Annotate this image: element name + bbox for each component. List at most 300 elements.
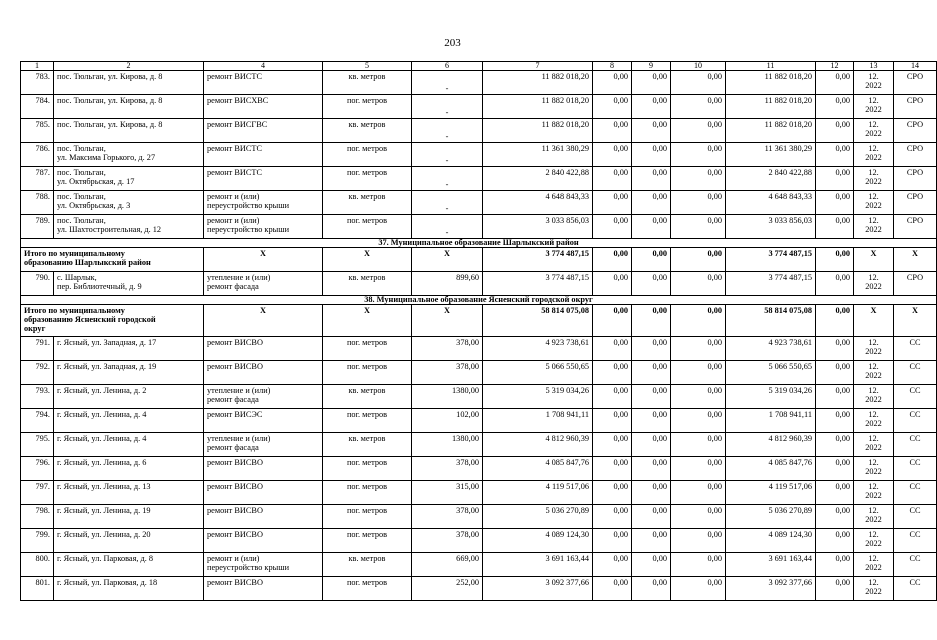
total-label-line: Итого по муниципальному (24, 306, 125, 315)
deadline-cell (854, 433, 894, 457)
address-cell (54, 553, 204, 577)
total-c10: 0,00 (671, 305, 726, 337)
header-cell: 6 (412, 62, 483, 71)
total-x5: Х (894, 305, 937, 337)
address-line2: ул. Октябрьская, д. 17 (57, 177, 135, 186)
col9-cell: 0,00 (632, 143, 671, 167)
method-cell: СС (894, 337, 937, 361)
section-header-row (21, 296, 937, 305)
col12-cell: 0,00 (816, 529, 854, 553)
header-cell: 9 (632, 62, 671, 71)
cost-cell: 2 840 422,88 (483, 167, 593, 191)
total-c8: 0,00 (593, 248, 632, 272)
quantity-cell: - (412, 167, 483, 191)
total-c11: 58 814 075,08 (726, 305, 816, 337)
work-type: ремонт ВИСВО (207, 458, 263, 467)
col8-cell: 0,00 (593, 337, 632, 361)
work-type: ремонт ВИСТС (207, 144, 263, 153)
deadline-year: 2022 (865, 539, 882, 548)
row-number: 791. (21, 337, 54, 361)
work-type-cell (204, 481, 323, 505)
deadline-year: 2022 (865, 587, 882, 596)
col10-cell: 0,00 (671, 143, 726, 167)
col11-cell: 3 691 163,44 (726, 553, 816, 577)
col12-cell: 0,00 (816, 191, 854, 215)
work-type-cell (204, 553, 323, 577)
table-row (21, 119, 937, 143)
col10-cell: 0,00 (671, 385, 726, 409)
deadline-year: 2022 (865, 105, 882, 114)
col9-cell: 0,00 (632, 385, 671, 409)
address-cell (54, 457, 204, 481)
quantity-cell: - (412, 119, 483, 143)
table-row (21, 409, 937, 433)
quantity-cell: 102,00 (412, 409, 483, 433)
table-row (21, 191, 937, 215)
work-type: ремонт и (или) (207, 554, 260, 563)
address: с. Шарлык, (57, 273, 97, 282)
deadline-year: 2022 (865, 491, 882, 500)
deadline-month: 12. (868, 458, 879, 467)
deadline-month: 12. (868, 362, 879, 371)
cost-cell: 3 092 377,66 (483, 577, 593, 601)
deadline-cell (854, 529, 894, 553)
work-type: ремонт ВИСХВС (207, 96, 269, 105)
col12-cell: 0,00 (816, 385, 854, 409)
col12-cell: 0,00 (816, 457, 854, 481)
method-cell: СС (894, 481, 937, 505)
deadline-cell (854, 143, 894, 167)
total-cost: 58 814 075,08 (483, 305, 593, 337)
section-title: 38. Муниципальное образование Ясненский городской округ (21, 296, 937, 305)
col10-cell: 0,00 (671, 337, 726, 361)
row-number: 786. (21, 143, 54, 167)
method-cell: СРО (894, 71, 937, 95)
col12-cell: 0,00 (816, 553, 854, 577)
cost-cell: 5 319 034,26 (483, 385, 593, 409)
unit-cell: кв. метров (323, 119, 412, 143)
col8-cell: 0,00 (593, 191, 632, 215)
col8-cell: 0,00 (593, 215, 632, 239)
deadline-cell (854, 71, 894, 95)
deadline-year: 2022 (865, 201, 882, 210)
col9-cell: 0,00 (632, 577, 671, 601)
table-row (21, 457, 937, 481)
deadline-cell (854, 553, 894, 577)
col9-cell: 0,00 (632, 361, 671, 385)
deadline-month: 12. (868, 120, 879, 129)
total-c10: 0,00 (671, 248, 726, 272)
table-row (21, 481, 937, 505)
col12-cell: 0,00 (816, 71, 854, 95)
total-c9: 0,00 (632, 305, 671, 337)
address: пос. Тюльган, (57, 216, 106, 225)
table-row (21, 385, 937, 409)
work-type: ремонт и (или) (207, 216, 260, 225)
work-type: ремонт ВИСВО (207, 530, 263, 539)
address-cell (54, 272, 204, 296)
method-cell: СРО (894, 95, 937, 119)
deadline-month: 12. (868, 482, 879, 491)
col9-cell: 0,00 (632, 553, 671, 577)
quantity-cell: 378,00 (412, 361, 483, 385)
deadline-cell (854, 191, 894, 215)
total-x3: Х (412, 248, 483, 272)
work-type-cell (204, 143, 323, 167)
col8-cell: 0,00 (593, 143, 632, 167)
method-cell: СС (894, 577, 937, 601)
address: г. Ясный, ул. Ленина, д. 2 (57, 386, 147, 395)
unit-cell: пог. метров (323, 409, 412, 433)
header-cell: 10 (671, 62, 726, 71)
deadline-year: 2022 (865, 419, 882, 428)
address: пос. Тюльган, (57, 192, 106, 201)
deadline-cell (854, 215, 894, 239)
total-label-line: образованию Шарлыкский район (24, 258, 151, 267)
deadline-year: 2022 (865, 371, 882, 380)
address-cell (54, 577, 204, 601)
col11-cell: 4 085 847,76 (726, 457, 816, 481)
method-cell: СС (894, 505, 937, 529)
address: г. Ясный, ул. Ленина, д. 19 (57, 506, 151, 515)
cost-cell: 4 119 517,06 (483, 481, 593, 505)
deadline-year: 2022 (865, 129, 882, 138)
table-row (21, 577, 937, 601)
row-number: 798. (21, 505, 54, 529)
quantity-cell: 378,00 (412, 337, 483, 361)
header-cell: 1 (21, 62, 54, 71)
col11-cell: 1 708 941,11 (726, 409, 816, 433)
method-cell: СРО (894, 143, 937, 167)
quantity-cell: 378,00 (412, 457, 483, 481)
work-type-cell (204, 337, 323, 361)
deadline-month: 12. (868, 72, 879, 81)
col10-cell: 0,00 (671, 272, 726, 296)
header-cell: 5 (323, 62, 412, 71)
deadline-cell (854, 505, 894, 529)
work-type-cell (204, 529, 323, 553)
unit-cell: кв. метров (323, 71, 412, 95)
header-cell: 8 (593, 62, 632, 71)
col10-cell: 0,00 (671, 167, 726, 191)
unit-cell: кв. метров (323, 553, 412, 577)
col11-cell: 11 882 018,20 (726, 95, 816, 119)
quantity-cell: - (412, 71, 483, 95)
deadline-month: 12. (868, 386, 879, 395)
address: г. Ясный, ул. Парковая, д. 8 (57, 554, 154, 563)
address: г. Ясный, ул. Западная, д. 17 (57, 338, 157, 347)
cost-cell: 5 066 550,65 (483, 361, 593, 385)
col12-cell: 0,00 (816, 337, 854, 361)
col9-cell: 0,00 (632, 529, 671, 553)
work-type-cell (204, 409, 323, 433)
col11-cell: 3 033 856,03 (726, 215, 816, 239)
quantity-cell: - (412, 191, 483, 215)
method-cell: СС (894, 433, 937, 457)
row-number: 797. (21, 481, 54, 505)
header-cell: 2 (54, 62, 204, 71)
method-cell: СРО (894, 167, 937, 191)
address-cell (54, 409, 204, 433)
col10-cell: 0,00 (671, 361, 726, 385)
col8-cell: 0,00 (593, 385, 632, 409)
table-row (21, 143, 937, 167)
section-header-row (21, 239, 937, 248)
header-cell: 11 (726, 62, 816, 71)
cost-cell: 5 036 270,89 (483, 505, 593, 529)
column-number-header (21, 62, 937, 71)
unit-cell: кв. метров (323, 191, 412, 215)
total-c11: 3 774 487,15 (726, 248, 816, 272)
work-type-cell (204, 119, 323, 143)
cost-cell: 4 089 124,30 (483, 529, 593, 553)
deadline-month: 12. (868, 434, 879, 443)
work-type-cell (204, 361, 323, 385)
row-number: 785. (21, 119, 54, 143)
address-cell (54, 529, 204, 553)
col11-cell: 4 119 517,06 (726, 481, 816, 505)
table-row (21, 95, 937, 119)
quantity-cell: - (412, 95, 483, 119)
col12-cell: 0,00 (816, 143, 854, 167)
work-type: ремонт ВИСВО (207, 338, 263, 347)
header-cell: 14 (894, 62, 937, 71)
col8-cell: 0,00 (593, 529, 632, 553)
col9-cell: 0,00 (632, 272, 671, 296)
total-x4: Х (854, 305, 894, 337)
col10-cell: 0,00 (671, 119, 726, 143)
quantity-cell: 1380,00 (412, 385, 483, 409)
col9-cell: 0,00 (632, 191, 671, 215)
address-cell (54, 143, 204, 167)
work-type-cell (204, 457, 323, 481)
header-cell: 7 (483, 62, 593, 71)
address-cell (54, 385, 204, 409)
header-cell: 4 (204, 62, 323, 71)
municipality-total-row (21, 248, 937, 272)
col10-cell: 0,00 (671, 505, 726, 529)
address-cell (54, 505, 204, 529)
col9-cell: 0,00 (632, 409, 671, 433)
table-row (21, 553, 937, 577)
work-type: ремонт ВИСВО (207, 482, 263, 491)
col8-cell: 0,00 (593, 71, 632, 95)
address: пос. Тюльган, ул. Кирова, д. 8 (57, 120, 163, 129)
col11-cell: 11 882 018,20 (726, 71, 816, 95)
method-cell: СРО (894, 119, 937, 143)
col11-cell: 11 361 380,29 (726, 143, 816, 167)
col8-cell: 0,00 (593, 119, 632, 143)
col11-cell: 3 774 487,15 (726, 272, 816, 296)
col8-cell: 0,00 (593, 577, 632, 601)
address: пос. Тюльган, (57, 144, 106, 153)
deadline-cell (854, 457, 894, 481)
work-type: ремонт ВИСЭС (207, 410, 263, 419)
deadline-cell (854, 481, 894, 505)
work-type-cell (204, 433, 323, 457)
work-type-line2: переустройство крыши (207, 225, 290, 234)
deadline-cell (854, 95, 894, 119)
deadline-year: 2022 (865, 443, 882, 452)
work-type-line2: переустройство крыши (207, 201, 290, 210)
col12-cell: 0,00 (816, 409, 854, 433)
total-label-line: образованию Ясненский городской (24, 315, 156, 324)
cost-cell: 3 691 163,44 (483, 553, 593, 577)
method-cell: СС (894, 529, 937, 553)
municipality-total-row (21, 305, 937, 337)
method-cell: СС (894, 409, 937, 433)
table-row (21, 272, 937, 296)
deadline-cell (854, 337, 894, 361)
work-type-cell (204, 215, 323, 239)
unit-cell: пог. метров (323, 167, 412, 191)
work-type: ремонт ВИСГВС (207, 120, 268, 129)
table-row (21, 361, 937, 385)
method-cell: СС (894, 361, 937, 385)
address-cell (54, 337, 204, 361)
col11-cell: 2 840 422,88 (726, 167, 816, 191)
deadline-year: 2022 (865, 515, 882, 524)
quantity-cell: 669,00 (412, 553, 483, 577)
work-type-line2: ремонт фасада (207, 395, 259, 404)
col12-cell: 0,00 (816, 215, 854, 239)
deadline-month: 12. (868, 144, 879, 153)
unit-cell: пог. метров (323, 481, 412, 505)
address-cell (54, 191, 204, 215)
unit-cell: пог. метров (323, 577, 412, 601)
row-number: 792. (21, 361, 54, 385)
header-cell: 13 (854, 62, 894, 71)
row-number: 801. (21, 577, 54, 601)
row-number: 790. (21, 272, 54, 296)
unit-cell: кв. метров (323, 433, 412, 457)
total-x5: Х (894, 248, 937, 272)
total-c8: 0,00 (593, 305, 632, 337)
unit-cell: пог. метров (323, 215, 412, 239)
row-number: 787. (21, 167, 54, 191)
deadline-cell (854, 577, 894, 601)
work-type: ремонт ВИСВО (207, 578, 263, 587)
col10-cell: 0,00 (671, 433, 726, 457)
deadline-year: 2022 (865, 225, 882, 234)
deadline-month: 12. (868, 554, 879, 563)
col8-cell: 0,00 (593, 167, 632, 191)
work-type: ремонт ВИСТС (207, 168, 263, 177)
address-line2: пер. Библиотечный, д. 9 (57, 282, 142, 291)
address: г. Ясный, ул. Парковая, д. 18 (57, 578, 158, 587)
work-type: ремонт ВИСВО (207, 362, 263, 371)
unit-cell: кв. метров (323, 385, 412, 409)
address-line2: ул. Максима Горького, д. 27 (57, 153, 156, 162)
deadline-year: 2022 (865, 81, 882, 90)
col12-cell: 0,00 (816, 167, 854, 191)
col10-cell: 0,00 (671, 577, 726, 601)
deadline-cell (854, 167, 894, 191)
unit-cell: пог. метров (323, 457, 412, 481)
work-type-cell (204, 505, 323, 529)
method-cell: СРО (894, 215, 937, 239)
quantity-cell: 252,00 (412, 577, 483, 601)
col12-cell: 0,00 (816, 272, 854, 296)
address-cell (54, 119, 204, 143)
col11-cell: 4 812 960,39 (726, 433, 816, 457)
total-c12: 0,00 (816, 248, 854, 272)
address-cell (54, 361, 204, 385)
unit-cell: пог. метров (323, 361, 412, 385)
address-line2: ул. Октябрьская, д. 3 (57, 201, 131, 210)
deadline-year: 2022 (865, 563, 882, 572)
col12-cell: 0,00 (816, 433, 854, 457)
col8-cell: 0,00 (593, 433, 632, 457)
table-row (21, 337, 937, 361)
cost-cell: 3 774 487,15 (483, 272, 593, 296)
col9-cell: 0,00 (632, 215, 671, 239)
method-cell: СРО (894, 191, 937, 215)
col12-cell: 0,00 (816, 481, 854, 505)
col8-cell: 0,00 (593, 553, 632, 577)
work-type-cell (204, 95, 323, 119)
quantity-cell: 899,60 (412, 272, 483, 296)
col9-cell: 0,00 (632, 337, 671, 361)
total-x3: Х (412, 305, 483, 337)
col8-cell: 0,00 (593, 505, 632, 529)
deadline-year: 2022 (865, 282, 882, 291)
total-cost: 3 774 487,15 (483, 248, 593, 272)
total-label (21, 305, 204, 337)
row-number: 784. (21, 95, 54, 119)
address-cell (54, 71, 204, 95)
col11-cell: 4 923 738,61 (726, 337, 816, 361)
col8-cell: 0,00 (593, 481, 632, 505)
work-type-cell (204, 191, 323, 215)
total-label-line: Итого по муниципальному (24, 249, 125, 258)
address: пос. Тюльган, (57, 168, 106, 177)
row-number: 788. (21, 191, 54, 215)
total-c9: 0,00 (632, 248, 671, 272)
work-type-cell (204, 71, 323, 95)
table-row (21, 71, 937, 95)
unit-cell: пог. метров (323, 505, 412, 529)
work-type-cell (204, 577, 323, 601)
work-type-cell (204, 385, 323, 409)
col8-cell: 0,00 (593, 272, 632, 296)
cost-cell: 4 923 738,61 (483, 337, 593, 361)
address: г. Ясный, ул. Ленина, д. 4 (57, 410, 147, 419)
method-cell: СС (894, 457, 937, 481)
work-type: утепление и (или) (207, 386, 271, 395)
total-label-line: округ (24, 324, 46, 333)
capital-repair-table (20, 61, 937, 601)
col12-cell: 0,00 (816, 361, 854, 385)
col11-cell: 4 648 843,33 (726, 191, 816, 215)
deadline-year: 2022 (865, 467, 882, 476)
row-number: 800. (21, 553, 54, 577)
col9-cell: 0,00 (632, 167, 671, 191)
quantity-cell: - (412, 143, 483, 167)
col12-cell: 0,00 (816, 577, 854, 601)
work-type: ремонт ВИСТС (207, 72, 263, 81)
work-type: ремонт ВИСВО (207, 506, 263, 515)
deadline-month: 12. (868, 338, 879, 347)
cost-cell: 1 708 941,11 (483, 409, 593, 433)
table-row (21, 433, 937, 457)
total-x2: Х (323, 305, 412, 337)
col9-cell: 0,00 (632, 481, 671, 505)
deadline-year: 2022 (865, 395, 882, 404)
work-type-line2: ремонт фасада (207, 282, 259, 291)
deadline-cell (854, 409, 894, 433)
total-c12: 0,00 (816, 305, 854, 337)
